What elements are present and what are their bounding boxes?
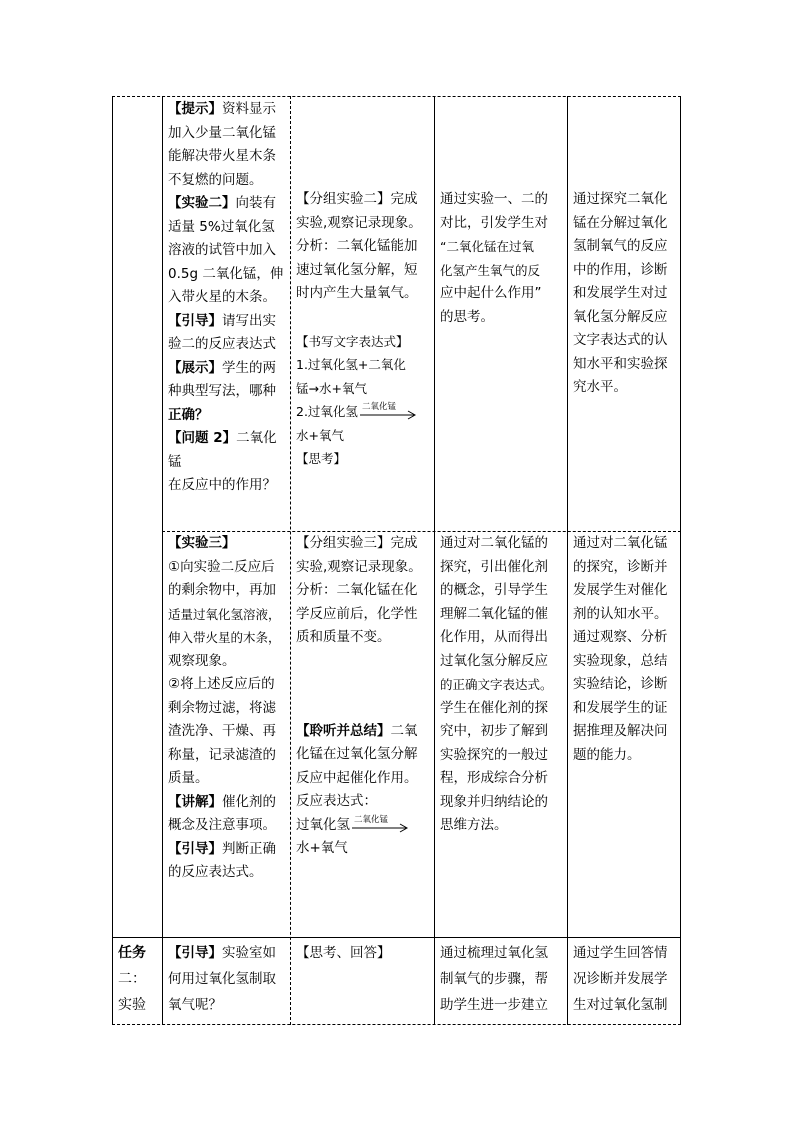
table-border-right [680,96,681,1025]
row2-design-intent: 通过对二氧化锰的 探究，引出催化剂 的概念，引导学生 理解二氧化锰的催 化作用，从而得出 过氧化氢分解反应 的正确文字表达式。 学生在催化剂的探 究中，初步了解到 实验探究的一般过 程，形成综合分析 现象并归纳结论的 思维方法。 [440,535,553,833]
row1-student-activity: 【分组实验二】完成 实验,观察记录现象。 分析：二氧化锰能加 速过氧化氢分解，短 时内产生大量氧气。 【书写文字表达式】 1.过氧化氢+二氧化 锰→水+氧气 2.过氧化氢 二氧化锰 水+氧气 【思考】 [296,191,422,466]
row3-student-activity: 【思考、回答】 [296,945,391,961]
row3-teacher-activity: 【引导】实验室如 何用过氧化氢制取 氧气呢？ [168,945,276,1013]
row3-design-intent: 通过梳理过氧化氢 制氧气的步骤，帮 助学生进一步建立 [440,945,548,1013]
row2-student-activity: 【分组实验三】完成 实验,观察记录现象。 分析：二氧化锰在化 学反应前后，化学性 质和质量不变。 【聆听并总结】二氧 化锰在过氧化氢分解 反应中起催化作用。 反应表达式： 过氧化氢 二氧化锰 水+氧气 [296,535,422,856]
row1-teacher-activity: 【提示】资料显示 加入少量二氧化锰 能解决带火星木条 不复燃的问题。 【实验二】向装有 适量 5%过氧化氢 溶液的试管中加入 0.5g 二氧化锰，伸 入带火星的木条。 【引导】请写出实 验二的反应表达式 【展示】学生的两 种典型写法，哪种 正确？ 【问题 2】二氧化锰 在反应中的作用？ [168,101,284,493]
column-divider [290,96,291,1025]
reaction-arrow: 二氧化锰 [358,402,420,424]
lesson-table [112,96,681,1025]
column-divider [162,96,163,1025]
column-divider [567,96,568,1025]
reaction-arrow: 二氧化锰 [350,815,412,837]
row1-evaluation: 通过探究二氧化 锰在分解过氧化 氢制氧气的反应 中的作用，诊断 和发展学生对过 氧化氢分解反应 文字表达式的认 知水平和实验探 究水平。 [573,191,668,395]
row-divider [112,1024,681,1025]
table-border-left [112,96,113,1025]
row2-teacher-activity: 【实验三】 ①向实验二反应后 的剩余物中，再加 适量过氧化氢溶液， 伸入带火星的木条， 观察现象。 ②将上述反应后的 剩余物过滤，将滤 渣洗净、干燥、再 称量，记录滤渣的 质量。 【讲解】催化剂的 概念及注意事项。 【引导】判断正确 的反应表达式。 [168,535,281,880]
row2-evaluation: 通过对二氧化锰 的探究，诊断并 发展学生对催化 剂的认知水平。 通过观察、分析 实验现象，总结 实验结论，诊断 和发展学生的证 据推理及解决问 题的能力。 [573,535,668,763]
row3-evaluation: 通过学生回答情 况诊断并发展学 生对过氧化氢制 [573,945,668,1013]
column-divider [434,96,435,1025]
row-divider [112,96,681,97]
row3-task-label: 任务 二： 实验 [118,945,146,1013]
row1-design-intent: 通过实验一、二的 对比，引发学生对 “二氧化锰在过氧 化氢产生氧气的反 应中起什么作用” 的思考。 [440,191,548,325]
row-divider [112,937,681,938]
